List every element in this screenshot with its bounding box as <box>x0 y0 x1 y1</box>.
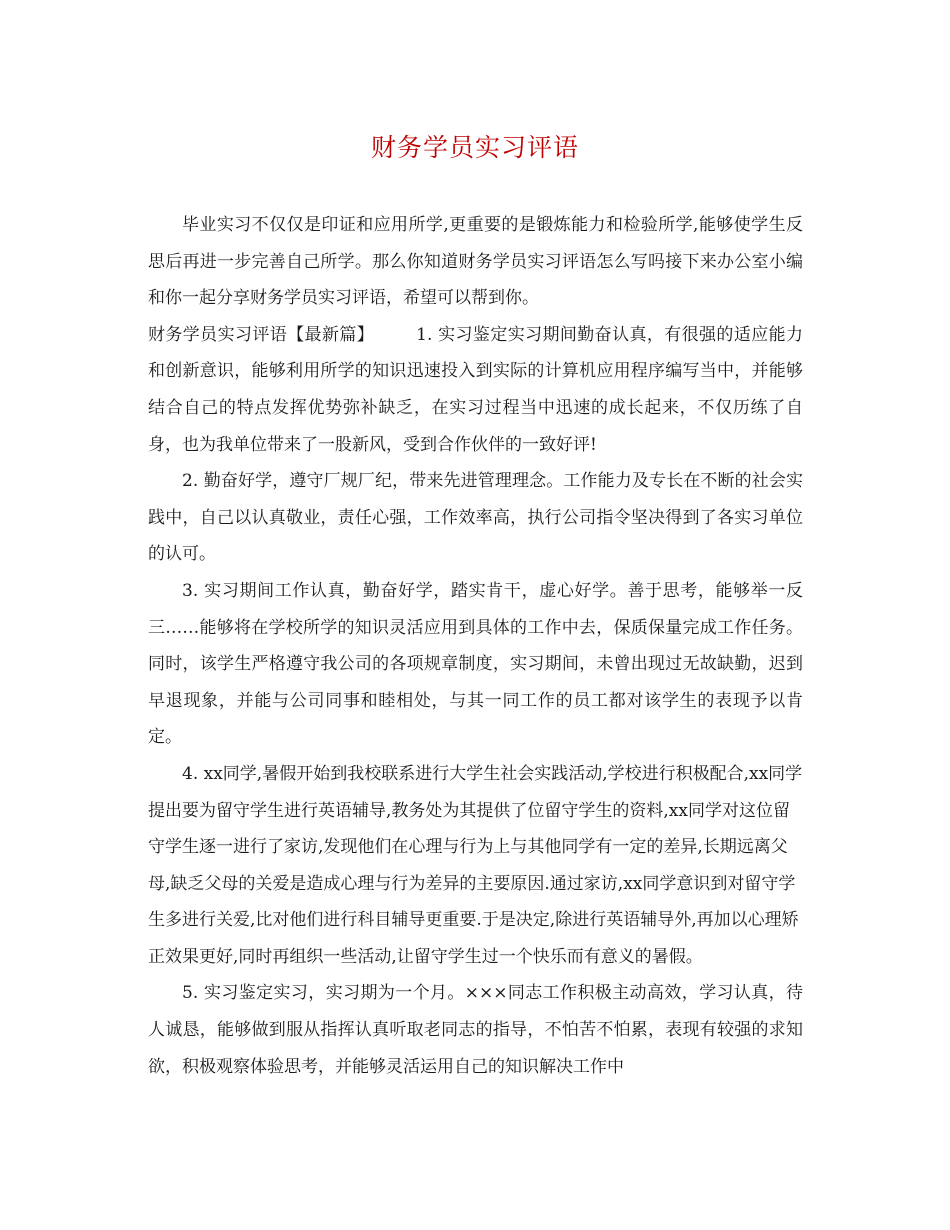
document-body <box>148 207 803 1085</box>
item-2: 2. 勤奋好学，遵守厂规厂纪，带来先进管理理念。工作能力及专长在不断的社会实践中，自己以认真敬业，责任心强，工作效率高，执行公司指令坚决得到了各实习单位的认可。 <box>148 471 803 565</box>
section-heading: 财务学员实习评语【最新篇】 <box>148 324 375 345</box>
item-5: 5. 实习鉴定实习，实习期为一个月。×××同志工作积极主动高效，学习认真，待人诚恳，能够做到服从指挥认真听取老同志的指导，不怕苦不怕累，表现有较强的求知欲，积极观察体验思考，并能够灵活运用自己的知识解决工作中 <box>148 983 803 1077</box>
document-title: 财务学员实习评语 <box>370 133 579 162</box>
item-3: 3. 实习期间工作认真，勤奋好学，踏实肯干，虚心好学。善于思考，能够举一反三……能够将在学校所学的知识灵活应用到具体的工作中去，保质保量完成工作任务。同时，该学生严格遵守我公司的各项规章制度，实习期间，未曾出现过无故缺勤，迟到早退现象，并能与公司同事和睦相处，与其一同工作的员工都对该学生的表现予以肯定。 <box>148 580 803 748</box>
item-1: 1. 实习鉴定实习期间勤奋认真，有很强的适应能力和创新意识，能够利用所学的知识迅速投入到实际的计算机应用程序编写当中，并能够结合自己的特点发挥优势弥补缺乏，在实习过程当中迅速的成长起来，不仅历练了自身，也为我单位带来了一股新风，受到合作伙伴的一致好评! <box>148 324 804 455</box>
section-paragraph-1 <box>148 317 803 463</box>
item-4: 4. xx同学,暑假开始到我校联系进行大学生社会实践活动,学校进行积极配合,xx同学提出要为留守学生进行英语辅导,教务处为其提供了位留守学生的资料,xx同学对这位留守学生逐一进行了家访,发现他们在心理与行为上与其他同学有一定的差异,长期远离父母,缺乏父母的关爱是造成心理与行为差异的主要原因.通过家访,xx同学意识到对留守学生多进行关爱,比对他们进行科目辅导更重要.于是决定,除进行英语辅导外,再加以心理矫正效果更好,同时再组织一些活动,让留守学生过一个快乐而有意义的暑假。 <box>148 763 803 967</box>
intro-paragraph: 毕业实习不仅仅是印证和应用所学,更重要的是锻炼能力和检验所学,能够使学生反思后再进一步完善自己所学。那么你知道财务学员实习评语怎么写吗接下来办公室小编和你一起分享财务学员实习评语，希望可以帮到你。 <box>148 215 803 309</box>
